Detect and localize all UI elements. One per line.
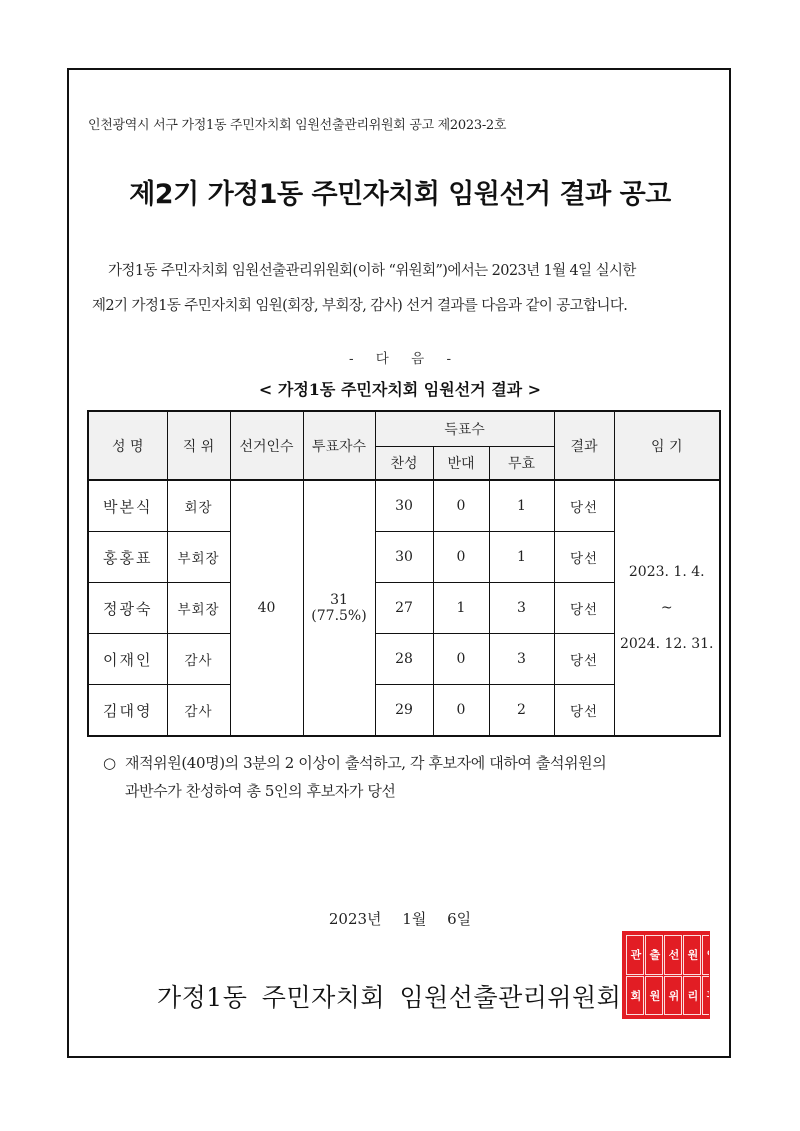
votes-invalid: 3 <box>489 634 554 685</box>
election-results-table <box>87 410 721 737</box>
seal-char: 선 <box>664 935 682 975</box>
term-separator: ~ <box>660 600 673 616</box>
header-name: 성 명 <box>88 411 167 480</box>
candidate-position: 회장 <box>167 480 230 532</box>
candidate-name: 박본식 <box>88 480 167 532</box>
candidate-position: 감사 <box>167 634 230 685</box>
candidate-position: 부회장 <box>167 532 230 583</box>
notice-number: 인천광역시 서구 가정1동 주민자치회 임원선출관리위원회 공고 제2023-2호 <box>88 118 507 133</box>
candidate-name: 정광숙 <box>88 583 167 634</box>
issuer-name: 가정1동 주민자치회 임원선출관리위원회 <box>157 983 622 1012</box>
seal-char: 원 <box>683 935 701 975</box>
term-start: 2023. 1. 4. <box>628 564 705 580</box>
votes-approve: 30 <box>375 480 433 532</box>
official-seal-icon <box>623 932 718 1018</box>
body-text-line-2: 제2기 가정1동 주민자치회 임원(회장, 부회장, 감사) 선거 결과를 다음과 같이 공고합니다. <box>92 298 628 314</box>
seal-char: 임 <box>702 935 720 975</box>
voters-rate: (77.5%) <box>311 608 367 624</box>
candidate-name: 홍홍표 <box>88 532 167 583</box>
votes-oppose: 1 <box>433 583 489 634</box>
result: 당선 <box>554 583 614 634</box>
header-result: 결과 <box>554 411 614 480</box>
table-row <box>88 480 720 532</box>
term-end: 2024. 12. 31. <box>619 636 714 652</box>
votes-oppose: 0 <box>433 480 489 532</box>
header-invalid: 무효 <box>489 447 554 481</box>
candidate-position: 부회장 <box>167 583 230 634</box>
note-line-2: 과반수가 찬성하여 총 5인의 후보자가 당선 <box>125 782 396 800</box>
votes-oppose: 0 <box>433 685 489 737</box>
header-position: 직 위 <box>167 411 230 480</box>
candidate-name: 김대영 <box>88 685 167 737</box>
votes-oppose: 0 <box>433 532 489 583</box>
header-votes-group: 득표수 <box>375 411 554 447</box>
votes-oppose: 0 <box>433 634 489 685</box>
seal-char: 리 <box>683 976 701 1016</box>
votes-invalid: 1 <box>489 532 554 583</box>
header-term: 임 기 <box>614 411 720 480</box>
votes-invalid: 3 <box>489 583 554 634</box>
header-voters: 투표자수 <box>303 411 375 480</box>
next-label: - 다 음 - <box>348 351 452 367</box>
seal-char: 회 <box>626 976 644 1016</box>
result: 당선 <box>554 480 614 532</box>
result: 당선 <box>554 685 614 737</box>
header-electors: 선거인수 <box>230 411 303 480</box>
voters-total-cell <box>303 480 375 736</box>
page-title: 제2기 가정1동 주민자치회 임원선거 결과 공고 <box>129 179 671 210</box>
issue-date: 2023년 1월 6일 <box>328 910 472 928</box>
candidate-name: 이재인 <box>88 634 167 685</box>
seal-char: 관 <box>626 935 644 975</box>
votes-invalid: 1 <box>489 480 554 532</box>
result: 당선 <box>554 634 614 685</box>
table-title: < 가정1동 주민자치회 임원선거 결과 > <box>258 380 542 399</box>
note <box>103 749 723 805</box>
note-line-1: 재적위원(40명)의 3분의 2 이상이 출석하고, 각 후보자에 대하여 출석위원의 <box>125 754 607 772</box>
votes-approve: 27 <box>375 583 433 634</box>
seal-char: 관 <box>702 976 720 1016</box>
seal-char: 위 <box>664 976 682 1016</box>
result: 당선 <box>554 532 614 583</box>
voters-total: 31 <box>330 592 348 608</box>
votes-approve: 28 <box>375 634 433 685</box>
candidate-position: 감사 <box>167 685 230 737</box>
electors-total: 40 <box>230 480 303 736</box>
circle-bullet-icon: ○ <box>103 754 116 772</box>
votes-approve: 29 <box>375 685 433 737</box>
term-cell <box>614 480 720 736</box>
seal-char: 원 <box>645 976 663 1016</box>
seal-char: 출 <box>645 935 663 975</box>
votes-invalid: 2 <box>489 685 554 737</box>
body-text-line-1: 가정1동 주민자치회 임원선출관리위원회(이하 “위원회”)에서는 2023년 1월 4일 실시한 <box>108 263 636 279</box>
votes-approve: 30 <box>375 532 433 583</box>
header-oppose: 반대 <box>433 447 489 481</box>
header-approve: 찬성 <box>375 447 433 481</box>
